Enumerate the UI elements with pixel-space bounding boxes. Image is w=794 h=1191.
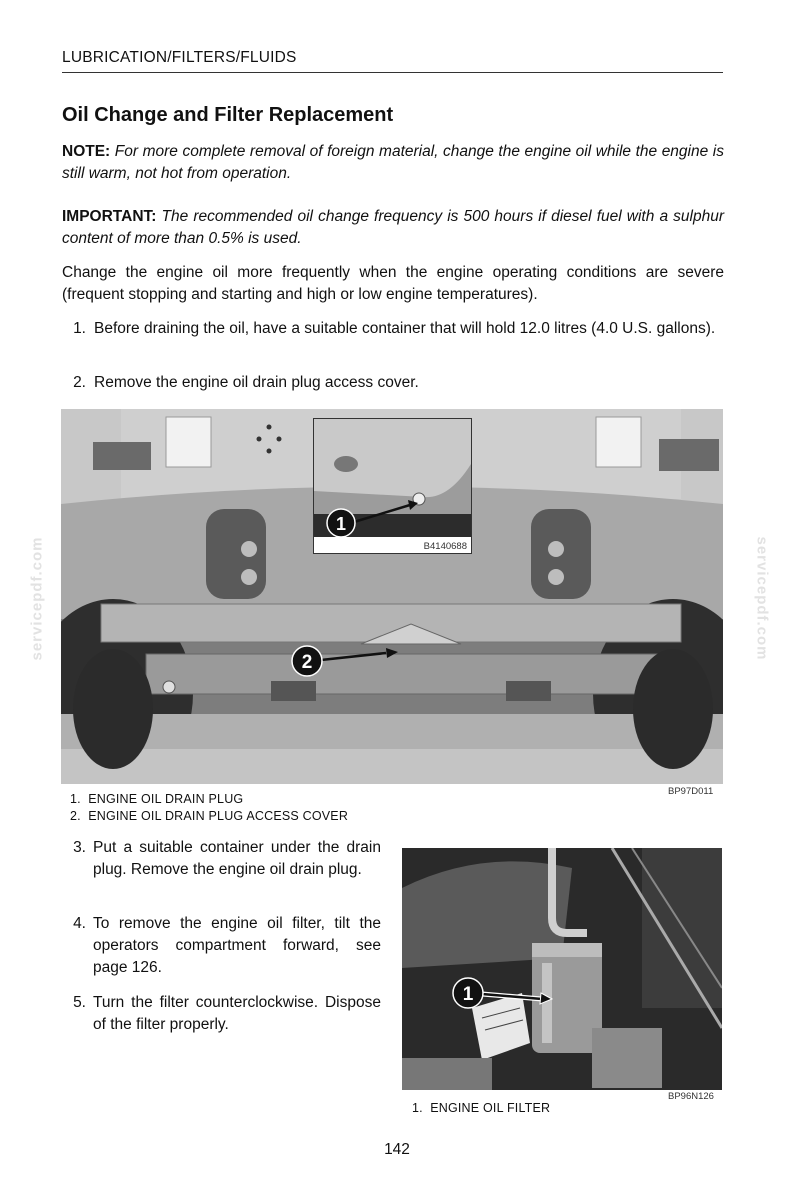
step-number: 4.: [73, 915, 86, 932]
callout-2: 2: [301, 652, 313, 673]
intro-paragraph: Change the engine oil more frequently when the engine operating conditions are severe (frequent stopping and starting and high or low engine temperatures).: [62, 264, 724, 303]
important-text: The recommended oil change frequency is 500 hours if diesel fuel with a sulphur content of more than 0.5% is used.: [62, 208, 724, 247]
figure1-caption-2: 2. ENGINE OIL DRAIN PLUG ACCESS COVER: [70, 809, 349, 823]
step-4: [66, 913, 381, 979]
drain-plug-inset: [313, 418, 472, 554]
step-text: Remove the engine oil drain plug access cover.: [94, 374, 419, 391]
header-rule: [62, 72, 723, 73]
step-3: [66, 837, 381, 881]
step-number: 2.: [73, 374, 86, 391]
figure1-caption-1: 1. ENGINE OIL DRAIN PLUG: [70, 792, 244, 806]
step-text: Turn the filter counterclockwise. Dispose of the filter properly.: [93, 994, 381, 1033]
figure2-code: BP96N126: [668, 1091, 714, 1102]
figure1-code: BP97D011: [668, 786, 714, 797]
step-number: 1.: [73, 320, 86, 337]
page-title: Oil Change and Filter Replacement: [62, 104, 394, 126]
inset-figure-code: B4140688: [423, 541, 467, 552]
step-1: [62, 318, 724, 340]
oil-filter-photo: [402, 848, 722, 1090]
step-text: To remove the engine oil filter, tilt the operators compartment forward, see page 126.: [93, 915, 381, 976]
step-number: 3.: [73, 839, 86, 856]
important-label: IMPORTANT:: [62, 208, 157, 225]
inset-callout-1: 1: [335, 514, 347, 534]
step-5: [66, 992, 381, 1036]
section-header: LUBRICATION/FILTERS/FLUIDS: [62, 49, 297, 66]
watermark-right: servicepdf.com: [753, 536, 771, 661]
figure2-caption-1: 1. ENGINE OIL FILTER: [412, 1101, 551, 1115]
watermark-left: servicepdf.com: [28, 536, 46, 661]
note-label: NOTE:: [62, 143, 111, 160]
step-number: 5.: [73, 994, 86, 1011]
callout-1: 1: [462, 984, 474, 1005]
note-paragraph: [62, 141, 724, 185]
page-number: 142: [384, 1141, 410, 1158]
step-text: Put a suitable container under the drain plug. Remove the engine oil drain plug.: [93, 839, 381, 878]
important-paragraph: [62, 206, 724, 250]
step-2: [62, 372, 724, 394]
note-text: For more complete removal of foreign material, change the engine oil while the engine is still warm, not hot from operation.: [62, 143, 724, 182]
step-text: Before draining the oil, have a suitable container that will hold 12.0 litres (4.0 U.S. gallons).: [94, 320, 716, 337]
